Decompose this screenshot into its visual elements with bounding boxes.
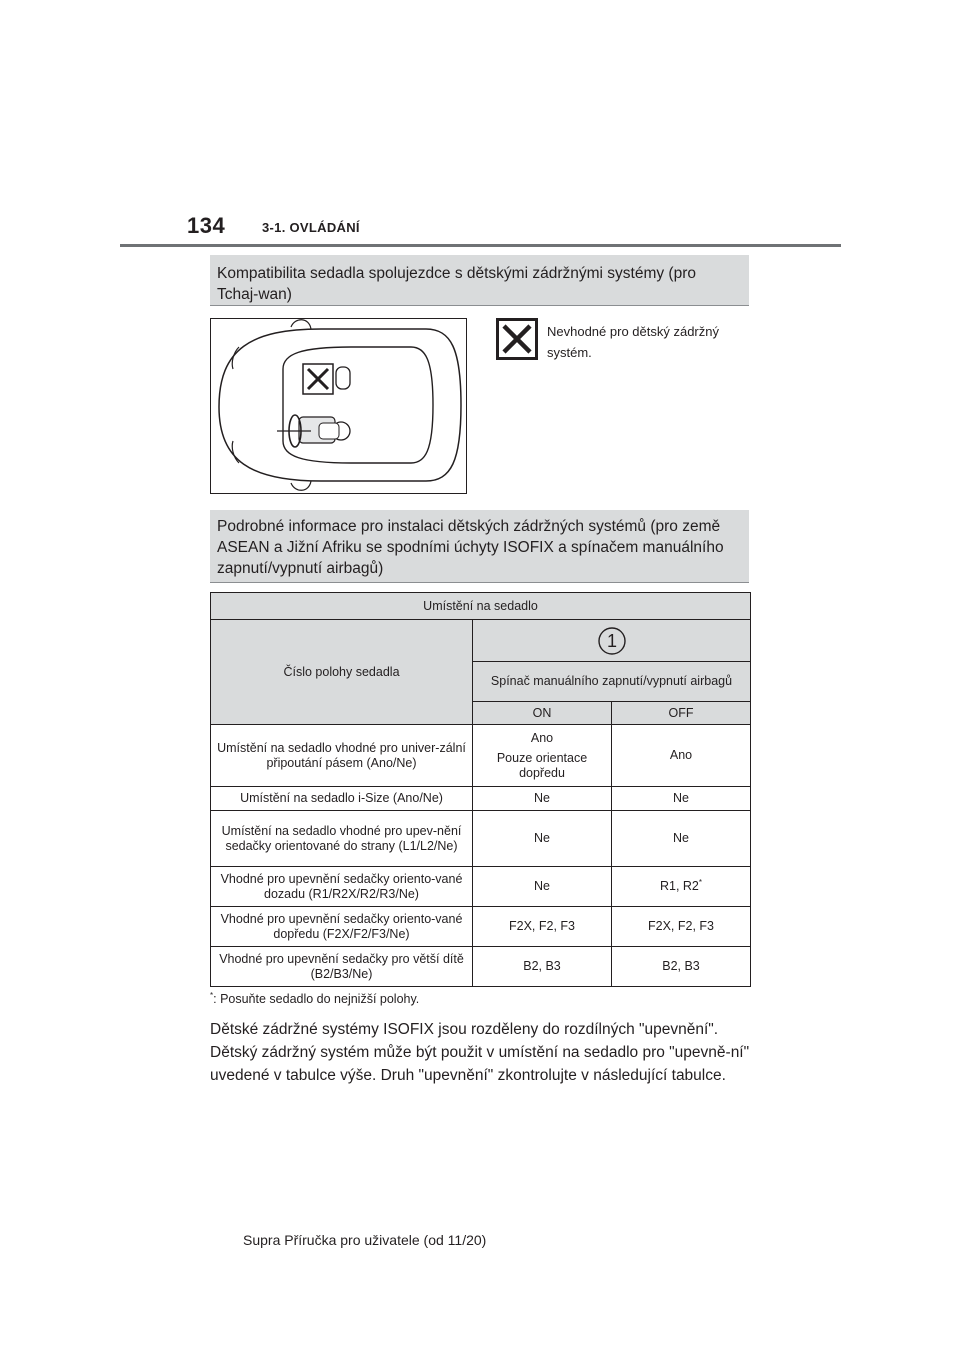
switch-on-header: ON [473,702,612,725]
table-row [211,725,751,787]
footnote-mark: * [210,990,214,1000]
legend-text: Nevhodné pro dětský zádržný systém. [547,324,719,360]
detail-heading: Podrobné informace pro instalaci dětských zádržných systémů (pro země ASEAN a Jižní Afriku se spodními úchyty ISOFIX a spínačem manuálního zapnutí/vypnutí airbagů) [210,510,749,583]
row-off-text: R1, R2 [659,879,699,893]
row-label: Vhodné pro upevnění sedačky pro větší dítě (B2/B3/Ne) [211,947,473,987]
row-on-value-a: Ano [530,730,554,745]
row-off-value: Ne [612,787,751,811]
row-off-value [612,867,751,907]
table-row [211,907,751,947]
row-on-value-b: Pouze orientace dopředu [496,750,588,780]
row-label: Umístění na sedadlo i-Size (Ano/Ne) [211,787,473,811]
body-paragraph: Dětské zádržné systémy ISOFIX jsou rozděleny do rozdílných "upevnění". [210,1021,719,1038]
isofix-seat-table [210,592,751,987]
footnote-marker: * [698,877,703,887]
section-title: 3-1. OVLÁDÁNÍ [262,220,360,235]
switch-off-header: OFF [612,702,751,725]
page-footer: Supra Příručka pro uživatele (od 11/20) [243,1232,487,1248]
seat-position-number-cell [473,620,751,662]
seat-position-label: Číslo polohy sedadla [211,620,473,725]
row-off-value: F2X, F2, F3 [612,907,751,947]
position-number: 1 [606,630,617,651]
row-off-value: Ano [612,725,751,787]
table-row [211,947,751,987]
compat-heading: Kompatibilita sedadla spolujezdce s dětskými zádržnými systémy (pro Tchaj-wan) [210,255,749,306]
x-box-icon [496,318,538,365]
airbag-switch-label: Spínač manuálního zapnutí/vypnutí airbagů [473,662,751,702]
header-divider [120,244,841,247]
table-row [211,787,751,811]
position-number-badge [597,626,627,656]
row-off-value: B2, B3 [612,947,751,987]
table-title: Umístění na sedadlo [211,593,751,620]
row-off-value: Ne [612,811,751,867]
footnote-text: : Posuňte sedadlo do nejnižší polohy. [213,992,420,1006]
page-number: 134 [187,213,226,238]
car-outline-illustration [211,319,465,492]
row-label: Vhodné pro upevnění sedačky oriento-vané dopředu (F2X/F2/F3/Ne) [211,907,473,947]
row-on-value [473,725,612,787]
row-on-value: F2X, F2, F3 [473,907,612,947]
row-label: Umístění na sedadlo vhodné pro upev-nění sedačky orientované do strany (L1/L2/Ne) [211,811,473,867]
row-on-value: B2, B3 [473,947,612,987]
row-on-value: Ne [473,787,612,811]
table-row [211,811,751,867]
row-label: Umístění na sedadlo vhodné pro univer-zální připoutání pásem (Ano/Ne) [211,725,473,787]
row-on-value: Ne [473,811,612,867]
table-row [211,867,751,907]
body-paragraph: Dětský zádržný systém může být použit v umístění na sedadlo pro "upevně-ní" uvedené v tabulce výše. Druh "upevnění" zkontrolujte v následující tabulce. [210,1044,750,1084]
car-top-view-diagram [210,318,467,494]
footnote [210,992,419,1006]
row-label: Vhodné pro upevnění sedačky oriento-vané dozadu (R1/R2X/R2/R3/Ne) [211,867,473,907]
row-on-value: Ne [473,867,612,907]
